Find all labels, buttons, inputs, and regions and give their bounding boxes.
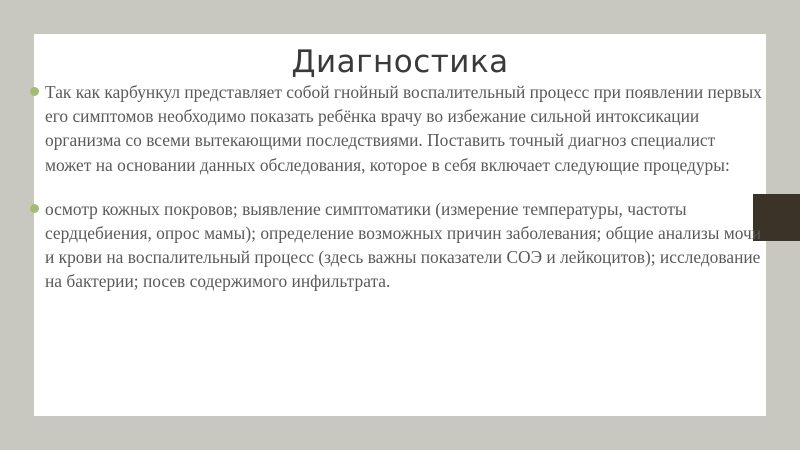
bullet-marker-icon	[30, 204, 39, 213]
bullet-list	[5, 80, 763, 314]
bullet-text: Так как карбункул представляет собой гнойный воспалительный процесс при появлении первых его симптомов необходимо показать ребёнка врачу во избежание сильной интоксикации организма со всеми вытекающими последствиями. Поставить точный диагноз специалист может на основании данных обследования, которое в себя включает следующие процедуры:	[45, 82, 762, 175]
bullet-item	[5, 80, 763, 177]
bullet-marker-icon	[30, 87, 39, 96]
slide-title: Диагностика	[291, 44, 509, 80]
bullet-item	[5, 197, 763, 294]
bullet-text: осмотр кожных покровов; выявление симптоматики (измерение температуры, частоты сердцебиения, опрос мамы); определение возможных причин заболевания; общие анализы мочи и крови на воспалительный процесс (здесь важны показатели СОЭ и лейкоцитов); исследование на бактерии; посев содержимого инфильтрата.	[45, 198, 762, 292]
